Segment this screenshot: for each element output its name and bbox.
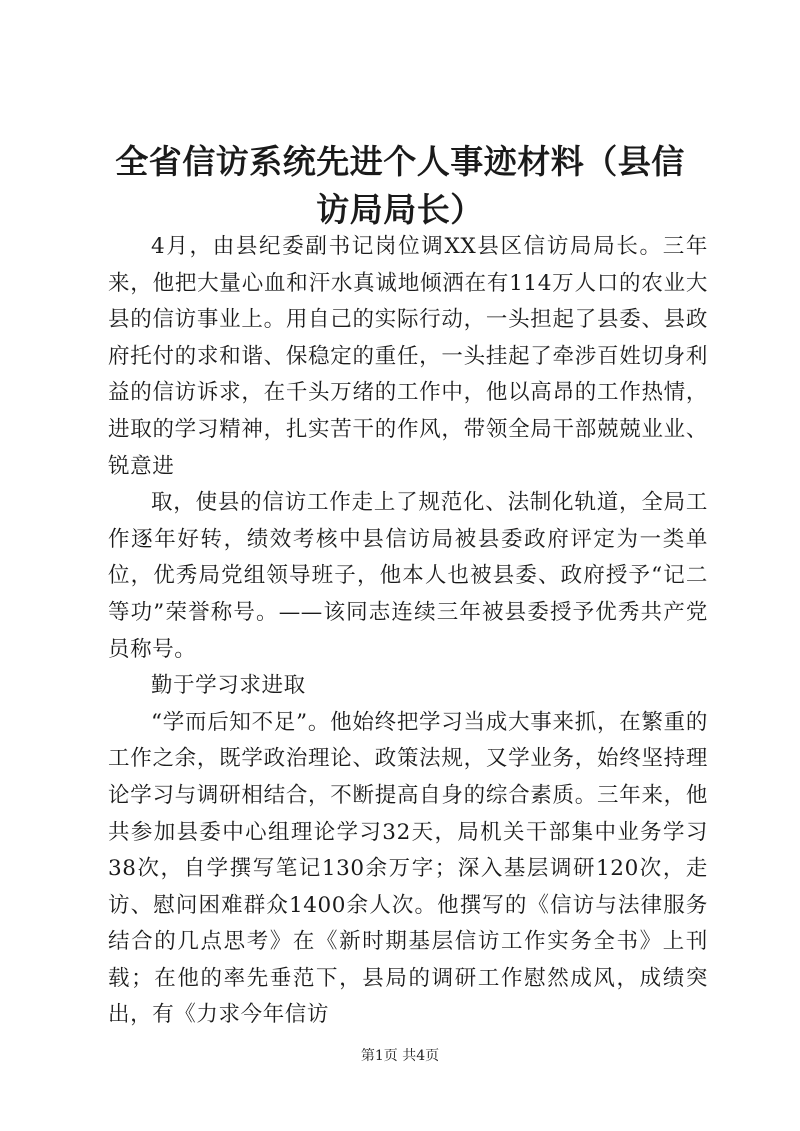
- page-number-footer: 第1页 共4页: [360, 1048, 440, 1064]
- paragraph: 4月，由县纪委副书记岗位调XX县区信访局局长。三年来，他把大量心血和汗水真诚地倾洒在有114万人口的农业大县的信访事业上。用自己的实际行动，一头担起了县委、县政府托付的求和谐、保稳定的重任，一头挂起了牵涉百姓切身利益的信访诉求，在千头万绪的工作中，他以高昂的工作热情，进取的学习精神，扎实苦干的作风，带领全局干部兢兢业业、锐意进: [108, 234, 708, 479]
- document-body: [108, 229, 708, 1034]
- document-title: 全省信访系统先进个人事迹材料（县信访局局长）: [115, 142, 685, 229]
- paragraph: “学而后知不足”。他始终把学习当成大事来抓，在繁重的工作之余，既学政治理论、政策法规，又学业务，始终坚持理论学习与调研相结合，不断提高自身的综合素质。三年来，他共参加县委中心组理论学习32天，局机关干部集中业务学习38次，自学撰写笔记130余万字；深入基层调研120次，走访、慰问困难群众1400余人次。他撰写的《信访与法律服务结合的几点思考》在《新时期基层信访工作实务全书》上刊载；在他的率先垂范下，县局的调研工作慰然成风，成绩突出，有《力求今年信访: [108, 709, 708, 1028]
- section-heading: 勤于学习求进取: [151, 673, 306, 699]
- paragraph: 取，使县的信访工作走上了规范化、法制化轨道，全局工作逐年好转，绩效考核中县信访局被县委政府评定为一类单位，优秀局党组领导班子，他本人也被县委、政府授予“记二等功”荣誉称号。——该同志连续三年被县委授予优秀共产党员称号。: [108, 490, 708, 662]
